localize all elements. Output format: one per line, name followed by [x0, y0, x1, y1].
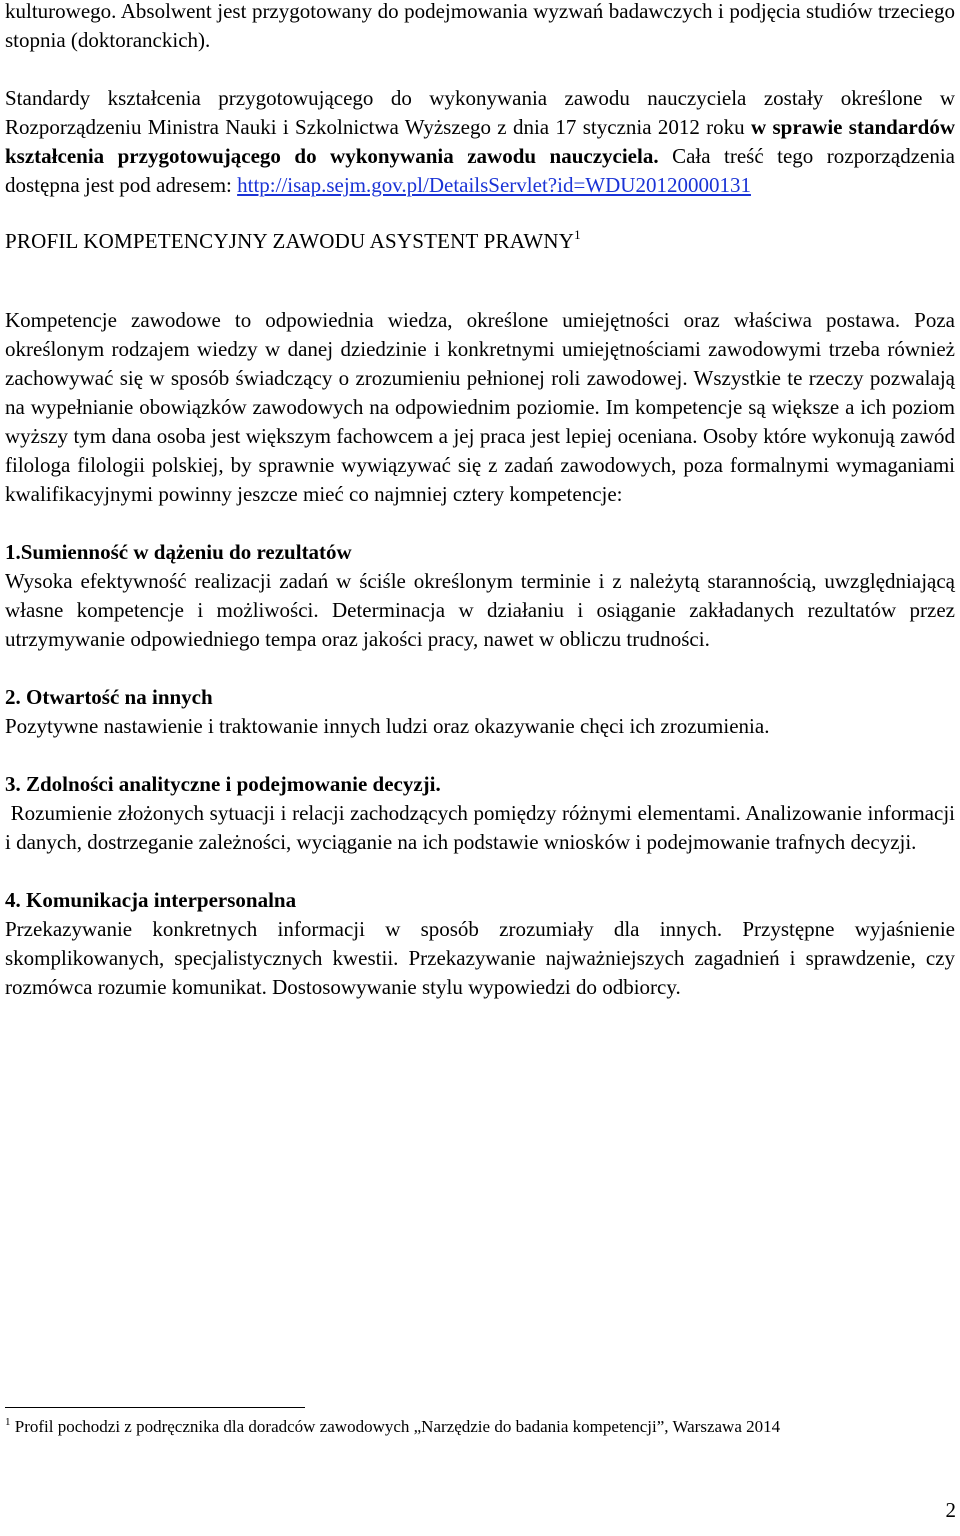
standards-regulation-title: w sprawie standardów kształcenia przygotowującego do wykonywania zawodu nauczyciela. [5, 115, 955, 168]
footnote [5, 1414, 945, 1440]
section-2-body: Pozytywne nastawienie i traktowanie innych ludzi oraz okazywanie chęci ich zrozumienia. [5, 714, 770, 738]
standards-text-after: Cała treść tego rozporządzenia dostępna jest pod adresem: [5, 144, 955, 197]
standards-paragraph [5, 84, 955, 200]
footnote-number: 1 [5, 1416, 11, 1428]
section-4-body: Przekazywanie konkretnych informacji w sposób zrozumiały dla innych. Przystępne wyjaśnienie skomplikowanych, specjalistycznych kwestii. Przekazywanie najważniejszych zagadnień i sprawdzenie, czy rozmówca rozumie komunikat. Dostosowywanie stylu wypowiedzi do odbiorcy. [5, 917, 955, 999]
page-number: 2 [945, 1498, 956, 1522]
section-3-body: Rozumienie złożonych sytuacji i relacji zachodzących pomiędzy różnymi elementami. Analizowanie informacji i danych, dostrzeganie zależności, wyciąganie na ich podstawie wniosków i podejmowanie trafnych decyzji. [5, 801, 960, 854]
profile-title-text: PROFIL KOMPETENCYJNY ZAWODU ASYSTENT PRAWNY [5, 229, 575, 253]
section-4-heading: 4. Komunikacja interpersonalna [5, 888, 297, 912]
competences-intro-paragraph: Kompetencje zawodowe to odpowiednia wiedza, określone umiejętności oraz właściwa postawa. Poza określonym rodzajem wiedzy w danej dziedzinie i konkretnymi umiejętnościami zawodowymi trzeba również zachowywać się w sposób świadczący o zrozumieniu pełnionej roli zawodowej. Wszystkie te rzeczy pozwalają na wypełnianie obowiązków zawodowych na odpowiednim poziomie. Im kompetencje są większe a ich poziom wyższy tym dana osoba jest większym fachowcem a jej praca jest lepiej oceniana. Osoby które wykonują zawód filologa filologii polskiej, by sprawnie wywiązywać się z zadań zawodowych, poza formalnymi wymaganiami kwalifikacyjnymi powinny jeszcze mieć co najmniej cztery kompetencje: [5, 308, 955, 506]
section-3-heading: 3. Zdolności analityczne i podejmowanie decyzji. [5, 772, 441, 796]
section-2-heading: 2. Otwartość na innych [5, 685, 213, 709]
standards-text: Standardy kształcenia przygotowującego do wykonywania zawodu nauczyciela zostały określone w Rozporządzeniu Ministra Nauki i Szkolnictwa Wyższego z dnia 17 stycznia 2012 roku [5, 86, 955, 139]
section-1-body: Wysoka efektywność realizacji zadań w ściśle określonym terminie i z należytą starannością, uwzględniającą własne kompetencje i możliwości. Determinacja w działaniu i osiąganie zakładanych rezultatów przez utrzymywanie odpowiedniego tempa oraz jakości pracy, nawet w obliczu trudności. [5, 569, 955, 651]
intro-paragraph: kulturowego. Absolwent jest przygotowany do podejmowania wyzwań badawczych i podjęcia studiów trzeciego stopnia (doktoranckich). [5, 0, 955, 52]
section-1-heading: 1.Sumienność w dążeniu do rezultatów [5, 540, 352, 564]
footnote-divider [5, 1407, 305, 1408]
footnote-reference[interactable]: 1 [574, 227, 581, 242]
footnote-text: Profil pochodzi z podręcznika dla doradców zawodowych „Narzędzie do badania kompetencji”, Warszawa 2014 [10, 1417, 781, 1436]
profile-title [5, 227, 955, 256]
regulation-link[interactable]: http://isap.sejm.gov.pl/DetailsServlet?id=WDU20120000131 [237, 173, 751, 197]
document-page [5, 0, 960, 1002]
